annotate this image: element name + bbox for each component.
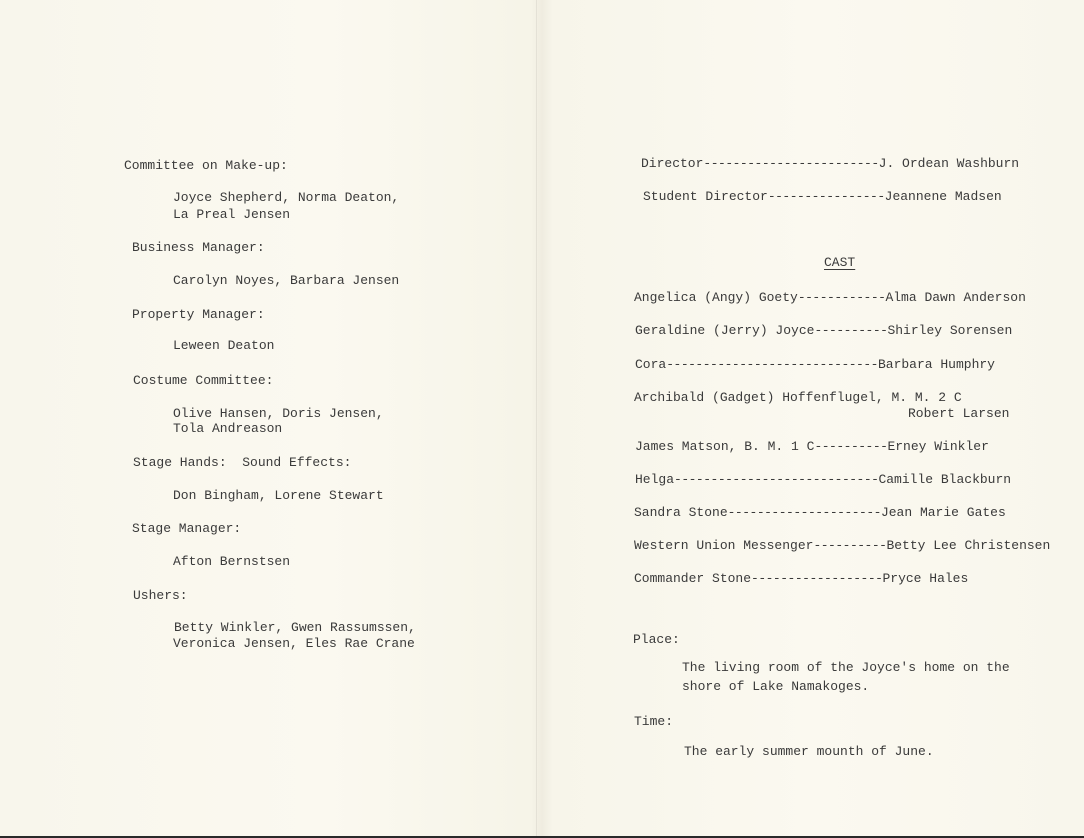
cast-actor: Robert Larsen [908,406,1010,421]
director-name: J. Ordean Washburn [878,156,1020,171]
stage-manager-heading: Stage Manager: [132,521,242,536]
director-leader: ------------------------ [703,156,879,171]
cast-actor: Barbara Humphry [877,357,995,372]
director-role: Director [641,156,704,171]
ushers-names-line2: Veronica Jensen, Eles Rae Crane [173,636,415,651]
place-line2: shore of Lake Namakoges. [682,679,870,694]
director-row [641,155,1019,172]
cast-leader: ---------- [814,323,888,338]
cast-actor: Camille Blackburn [878,472,1012,487]
makeup-heading: Committee on Make-up: [124,158,288,173]
student-director-leader: ---------------- [767,189,885,204]
cast-role: Archibald (Gadget) Hoffenflugel, M. M. 2 C [634,390,962,405]
makeup-names-line2: La Preal Jensen [173,207,291,222]
business-manager-heading: Business Manager: [132,240,265,255]
cast-actor: Shirley Sorensen [887,323,1013,338]
ushers-names-line1: Betty Winkler, Gwen Rassumssen, [174,620,416,635]
costume-committee-heading: Costume Committee: [133,373,274,388]
cast-role: Western Union Messenger [634,538,814,553]
cast-row [634,389,962,406]
cast-role: Helga [635,472,675,487]
time-heading: Time: [634,714,674,729]
cast-row [634,504,1006,521]
cast-role: Sandra Stone [634,505,728,520]
cast-leader: --------------------- [727,505,881,520]
right-page [537,0,1084,836]
cast-row [635,438,989,455]
makeup-names-line1: Joyce Shepherd, Norma Deaton, [173,190,400,205]
cast-row [634,289,1026,306]
property-manager-heading: Property Manager: [132,307,265,322]
cast-leader: ------------ [797,290,886,305]
stage-hands-heading: Stage Hands: Sound Effects: [133,455,352,470]
cast-role: Angelica (Angy) Goety [634,290,798,305]
cast-leader: ---------------------------- [674,472,879,487]
cast-role: Geraldine (Jerry) Joyce [635,323,815,338]
stage-hands-names: Don Bingham, Lorene Stewart [173,488,384,503]
cast-heading: CAST [824,255,856,270]
student-director-role: Student Director [643,189,768,204]
cast-row [635,322,1012,339]
cast-row [635,356,995,373]
cast-actor-row [908,405,1009,422]
cast-role: Commander Stone [634,571,752,586]
cast-actor: Betty Lee Christensen [886,538,1051,553]
cast-leader: ---------- [813,538,887,553]
property-manager-names: Leween Deaton [173,338,275,353]
costume-names-line2: Tola Andreason [173,421,283,436]
student-director-row [643,188,1002,205]
ushers-heading: Ushers: [133,588,188,603]
student-director-name: Jeannene Madsen [884,189,1002,204]
cast-role: Cora [635,357,667,372]
cast-leader: ---------- [814,439,888,454]
left-page [0,0,536,836]
cast-leader: ------------------ [751,571,883,586]
place-line1: The living room of the Joyce's home on the [682,660,1010,675]
cast-leader: ----------------------------- [666,357,878,372]
stage-manager-names: Afton Bernstsen [173,554,291,569]
cast-row [635,471,1011,488]
place-heading: Place: [633,632,680,647]
cast-actor: Erney Winkler [887,439,989,454]
time-line1: The early summer mounth of June. [684,744,934,759]
cast-actor: Jean Marie Gates [880,505,1006,520]
cast-row [634,537,1050,554]
cast-row [634,570,968,587]
cast-actor: Pryce Hales [882,571,969,586]
cast-actor: Alma Dawn Anderson [885,290,1026,305]
business-manager-names: Carolyn Noyes, Barbara Jensen [173,273,400,288]
costume-names-line1: Olive Hansen, Doris Jensen, [173,406,384,421]
cast-role: James Matson, B. M. 1 C [635,439,815,454]
